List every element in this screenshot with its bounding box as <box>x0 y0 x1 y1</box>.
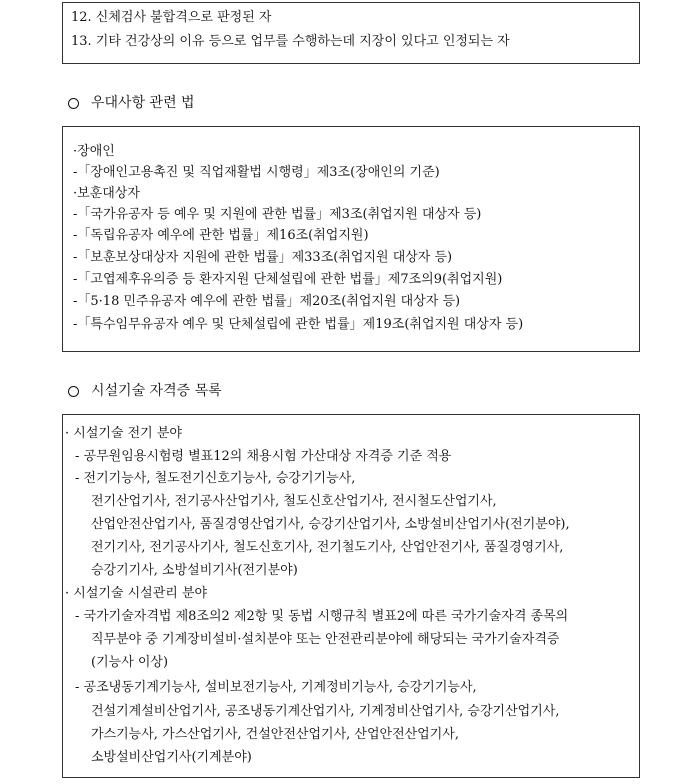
veteran-law-item: -「고엽제후유의증 등 환자지원 단체설립에 관한 법률」제7조의9(취업지원) <box>73 272 503 287</box>
facility-cert-line: 가스기능사, 가스산업기사, 건설안전산업기사, 산업안전산업기사, <box>91 727 459 742</box>
facility-cert-box <box>62 414 640 778</box>
electric-cert-line: 산업안전산업기사, 품질경영산업기사, 승강기산업기사, 소방설비산업기사(전기분야), <box>91 517 570 532</box>
disqualification-item-13: 13. 기타 건강상의 이유 등으로 업무를 수행하는데 지장이 있다고 인정되는 자 <box>71 34 510 49</box>
preference-law-box <box>62 126 640 352</box>
veteran-law-item: -「특수임무유공자 예우 및 단체설립에 관한 법률」제19조(취업지원 대상자 등) <box>73 317 524 332</box>
veteran-label: ·보훈대상자 <box>73 186 140 201</box>
facility-cert-line: - 공조냉동기계기능사, 설비보전기능사, 기계정비기능사, 승강기기능사, <box>75 680 477 695</box>
circle-bullet-icon <box>68 98 79 109</box>
facility-field-note: 직무분야 중 기계장비설비·설치분야 또는 안전관리분야에 해당되는 국가기술자격증 <box>91 632 560 647</box>
disqualification-box <box>62 2 640 64</box>
preference-law-heading <box>68 93 195 113</box>
facility-field-note: - 국가기술자격법 제8조의2 제2항 및 동법 시행규칙 별표2에 따른 국가기술자격 종목의 <box>75 609 569 624</box>
veteran-law-item: -「독립유공자 예우에 관한 법률」제16조(취업지원) <box>73 228 369 243</box>
facility-cert-line: 소방설비산업기사(기계분야) <box>91 750 252 765</box>
facility-cert-heading-text: 시설기술 자격증 목록 <box>91 383 222 399</box>
facility-cert-line: 건설기계설비산업기사, 공조냉동기계산업기사, 기계정비산업기사, 승강기산업기사, <box>91 704 560 719</box>
disabled-law: -「장애인고용촉진 및 직업재활법 시행령」제3조(장애인의 기준) <box>73 165 440 180</box>
disqualification-item-12: 12. 신체검사 불합격으로 판정된 자 <box>71 10 272 25</box>
veteran-law-item: -「보훈보상대상자 지원에 관한 법률」제33조(취업지원 대상자 등) <box>73 250 453 265</box>
electric-cert-line: 전기산업기사, 전기공사산업기사, 철도신호산업기사, 전시철도산업기사, <box>91 494 497 509</box>
facility-cert-heading <box>68 381 222 401</box>
electric-cert-line: - 전기기능사, 철도전기신호기능사, 승강기기능사, <box>75 471 356 486</box>
circle-bullet-icon <box>68 386 79 397</box>
electric-field-label: · 시설기술 전기 분야 <box>65 426 182 441</box>
facility-field-note: (기능사 이상) <box>91 655 169 670</box>
electric-cert-line: 전기기사, 전기공사기사, 철도신호기사, 전기철도기사, 산업안전기사, 품질경영기사, <box>91 540 564 555</box>
facility-field-label: · 시설기술 시설관리 분야 <box>65 586 208 601</box>
electric-field-note: - 공무원임용시험령 별표12의 채용시험 가산대상 자격증 기준 적용 <box>75 449 452 464</box>
veteran-law-item: -「5·18 민주유공자 예우에 관한 법률」제20조(취업지원 대상자 등) <box>73 294 461 309</box>
electric-cert-line: 승강기기사, 소방설비기사(전기분야) <box>91 563 298 578</box>
disabled-label: ·장애인 <box>73 144 115 159</box>
preference-law-heading-text: 우대사항 관련 법 <box>91 95 195 111</box>
veteran-law-item: -「국가유공자 등 예우 및 지원에 관한 법률」제3조(취업지원 대상자 등) <box>73 207 482 222</box>
